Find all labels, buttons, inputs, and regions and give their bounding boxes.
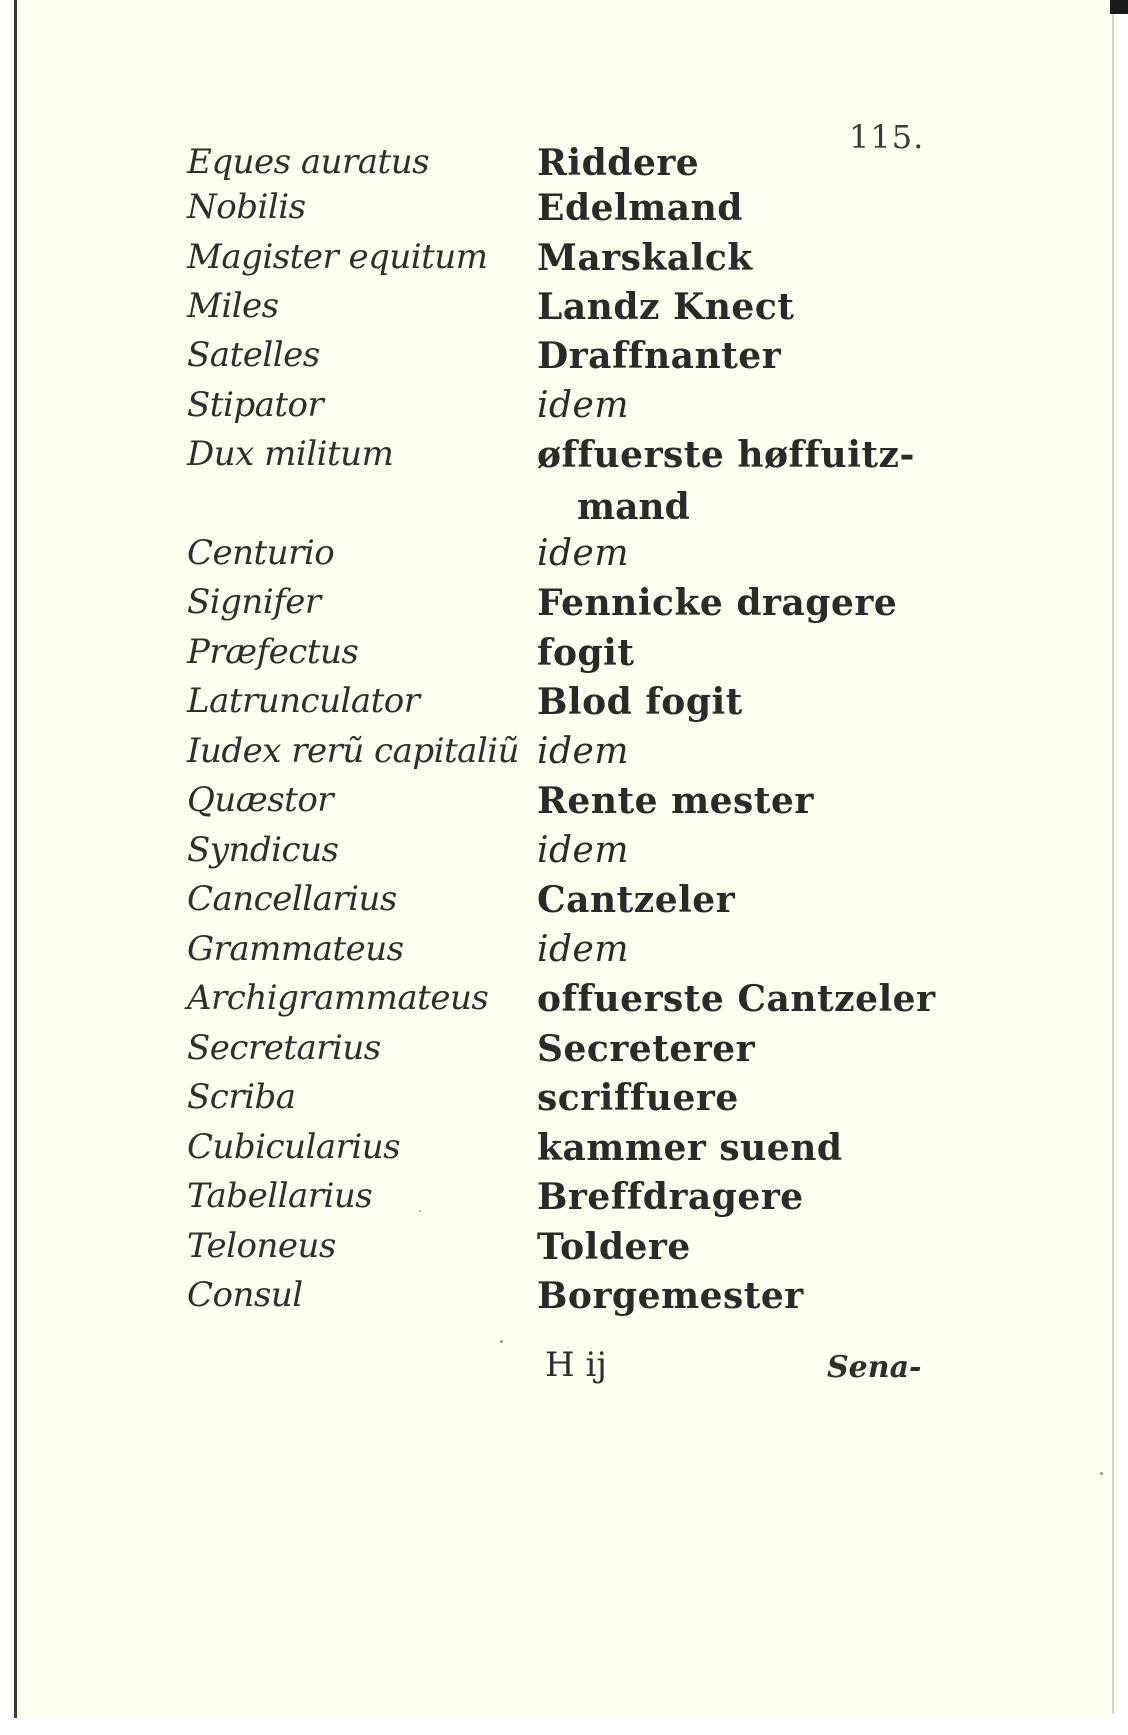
danish-term: Borgemester (537, 1275, 804, 1317)
glossary-entry (17, 929, 1113, 977)
glossary-entry (17, 1226, 1113, 1274)
danish-term: Landz Knect (537, 286, 795, 328)
glossary-entry (17, 286, 1113, 334)
page-sheet (14, 0, 1110, 1718)
glossary-entry (17, 582, 1113, 630)
danish-term: Cantzeler (537, 879, 736, 921)
latin-term: Tabellarius (187, 1176, 373, 1216)
danish-term: Fennicke dragere (537, 582, 898, 624)
latin-term: Dux militum (187, 434, 394, 474)
latin-term: Cubicularius (187, 1127, 401, 1167)
danish-term: kammer suend (537, 1127, 843, 1169)
latin-term: Syndicus (187, 830, 339, 870)
danish-term: idem (537, 533, 629, 574)
latin-term: Consul (187, 1275, 303, 1315)
latin-term: Secretarius (187, 1028, 381, 1068)
glossary-entry (17, 385, 1113, 433)
ink-speck (419, 1210, 421, 1212)
signature-mark: H ij (545, 1345, 607, 1385)
latin-term: Cancellarius (187, 879, 397, 919)
latin-term: Quæstor (187, 780, 334, 820)
glossary-entry (17, 187, 1113, 235)
ink-speck (1100, 1472, 1103, 1475)
glossary-entry (17, 434, 1113, 528)
danish-term: Toldere (537, 1226, 691, 1268)
danish-term: Draffnanter (537, 335, 782, 377)
glossary-entry (17, 978, 1113, 1026)
ink-speck (500, 1340, 503, 1343)
glossary-entry (17, 830, 1113, 878)
page-number: 115. (849, 118, 925, 156)
glossary-entry (17, 1176, 1113, 1224)
latin-term: Satelles (187, 335, 320, 375)
glossary-list (17, 0, 1113, 1400)
danish-term: idem (537, 731, 629, 772)
danish-term: fogit (537, 632, 635, 674)
glossary-entry (17, 142, 1113, 190)
latin-term: Latrunculator (187, 681, 420, 721)
danish-term: Marskalck (537, 237, 753, 279)
glossary-entry (17, 1028, 1113, 1076)
danish-term: offuerste Cantzeler (537, 978, 936, 1020)
scan-edge-line (1112, 14, 1114, 1714)
danish-term: Riddere (537, 142, 700, 184)
danish-term: idem (537, 929, 629, 970)
glossary-entry (17, 533, 1113, 581)
glossary-entry (17, 879, 1113, 927)
latin-term: Eques auratus (187, 142, 430, 182)
danish-term: scriffuere (537, 1077, 739, 1119)
danish-term: Rente mester (537, 780, 814, 822)
danish-term: idem (537, 830, 629, 871)
latin-term: Archigrammateus (187, 978, 489, 1018)
catchword: Sena- (827, 1350, 922, 1385)
danish-term-continuation: mand (577, 486, 690, 528)
glossary-entry (17, 1275, 1113, 1323)
latin-term: Miles (187, 286, 279, 326)
latin-term: Scriba (187, 1077, 296, 1117)
latin-term: Magister equitum (187, 237, 488, 277)
glossary-entry (17, 335, 1113, 383)
glossary-entry (17, 1077, 1113, 1125)
latin-term: Teloneus (187, 1226, 336, 1266)
scan-corner-mark (1110, 0, 1128, 14)
glossary-entry (17, 731, 1113, 779)
danish-term: Breffdragere (537, 1176, 804, 1218)
glossary-entry (17, 1127, 1113, 1175)
latin-term: Iudex rerũ capitaliũ (187, 731, 520, 771)
glossary-entry (17, 632, 1113, 680)
glossary-entry (17, 681, 1113, 729)
glossary-entry (17, 780, 1113, 828)
latin-term: Centurio (187, 533, 335, 573)
danish-term: idem (537, 385, 629, 426)
latin-term: Nobilis (187, 187, 306, 227)
latin-term: Stipator (187, 385, 324, 425)
danish-term: øffuerste høffuitz- (537, 434, 915, 476)
latin-term: Signifer (187, 582, 321, 622)
glossary-entry (17, 237, 1113, 285)
latin-term: Præfectus (187, 632, 359, 672)
danish-term: Secreterer (537, 1028, 756, 1070)
latin-term: Grammateus (187, 929, 404, 969)
danish-term: Edelmand (537, 187, 743, 229)
danish-term: Blod fogit (537, 681, 743, 723)
